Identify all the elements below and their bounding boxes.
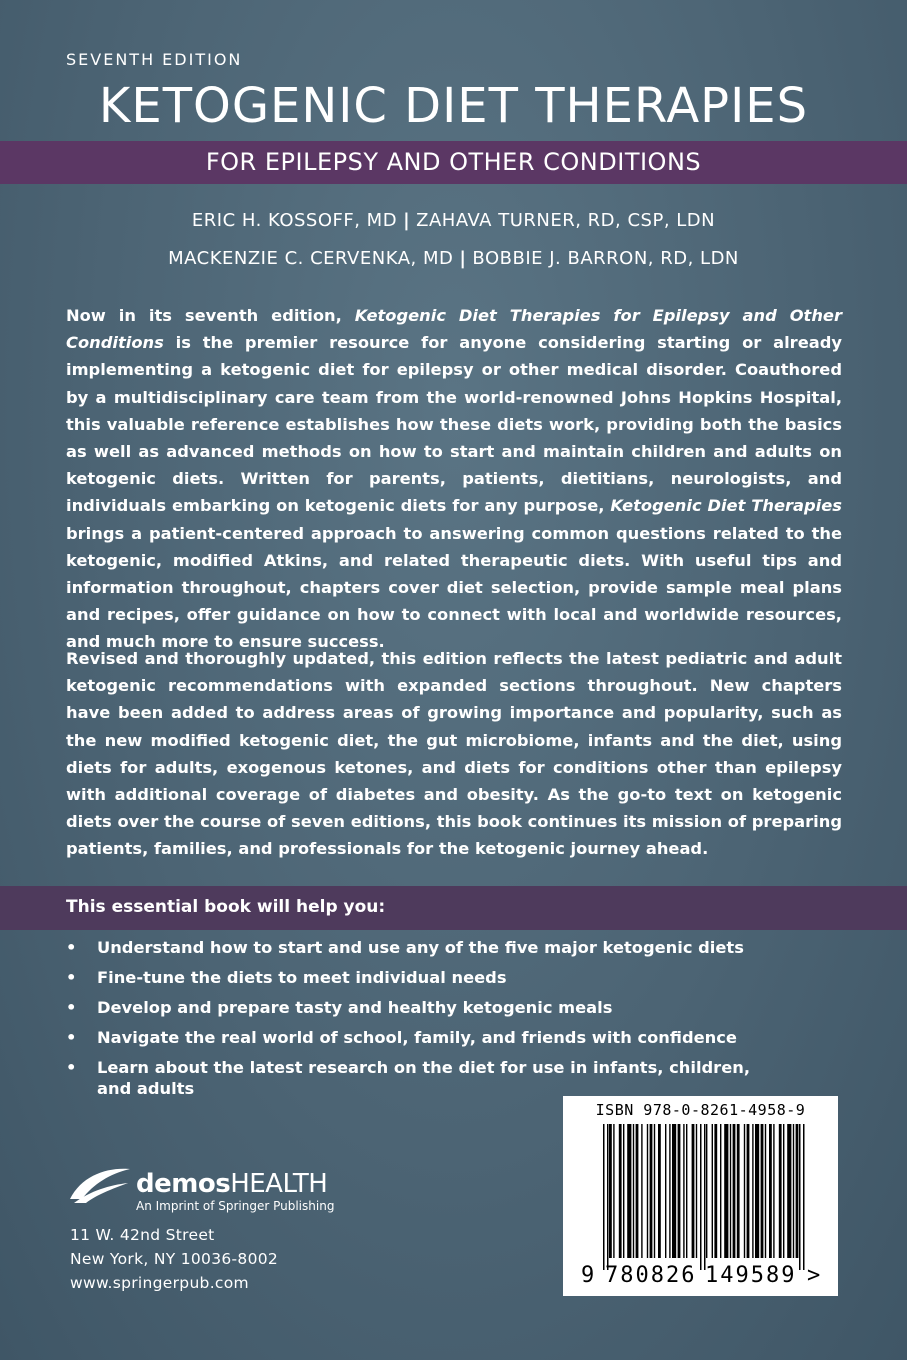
book-subtitle: FOR EPILEPSY AND OTHER CONDITIONS bbox=[205, 148, 702, 176]
barcode-guard-bar bbox=[704, 1124, 706, 1270]
barcode-bar bbox=[650, 1124, 653, 1258]
paragraph-text: is the premier resource for anyone considering starting or already implementing a ketogenic diet for epilepsy or other medical disorder. Coauthored by a multidisciplinary care team from the world-renowned Johns Hopkins Hospital, this valuable reference establishes how these diets work, providing both the basics as well as advanced methods on how to start and maintain children and adults on ketogenic diets. Written for parents, patients, dietitians, neurologists, and individuals embarking on ketogenic diets for any purpose, bbox=[66, 333, 842, 516]
barcode-bar bbox=[769, 1124, 772, 1258]
isbn-end-mark: > bbox=[807, 1263, 821, 1288]
barcode-bar bbox=[647, 1124, 648, 1258]
list-item-text: Fine-tune the diets to meet individual needs bbox=[97, 968, 507, 987]
authors-line-2 bbox=[0, 248, 907, 269]
author-separator: | bbox=[403, 210, 411, 231]
address-city: New York, NY 10036-8002 bbox=[70, 1250, 279, 1268]
barcode-bar bbox=[636, 1124, 639, 1258]
barcode-bar bbox=[773, 1124, 774, 1258]
isbn-digit-group-1: 780826 bbox=[605, 1263, 697, 1288]
isbn-digit-group-2: 149589 bbox=[705, 1263, 797, 1288]
isbn-lead-digit: 9 bbox=[581, 1263, 595, 1288]
barcode-bar bbox=[665, 1124, 666, 1258]
description-paragraph-2: Revised and thoroughly updated, this edition reflects the latest pediatric and adult ketogenic recommendations with expanded sections throughout. New chapters have been added to address areas of growing importance and popularity, such as the new modified ketogenic diet, the gut microbiome, infants and the diet, using diets for adults, exogenous ketones, and diets for conditions other than epilepsy with additional coverage of diabetes and obesity. As the go-to text on ketogenic diets over the course of seven editions, this book continues its mission of preparing patients, families, and professionals for the ketogenic journey ahead. bbox=[66, 649, 842, 859]
barcode-bar bbox=[678, 1124, 681, 1258]
authors-line-1 bbox=[0, 210, 907, 231]
barcode-bar bbox=[627, 1124, 631, 1258]
author-name: ERIC H. KOSSOFF, MD bbox=[191, 210, 398, 231]
description-paragraph-1 bbox=[66, 302, 842, 656]
barcode-bar bbox=[633, 1124, 634, 1258]
book-title: KETOGENIC DIET THERAPIES bbox=[98, 78, 809, 134]
author-separator: | bbox=[459, 248, 467, 269]
publisher-website: www.springerpub.com bbox=[70, 1274, 249, 1292]
author-name: BOBBIE J. BARRON, RD, LDN bbox=[472, 248, 739, 269]
paragraph-text: Now in its seventh edition, bbox=[66, 306, 355, 325]
barcode-bar bbox=[724, 1124, 728, 1258]
bullet-icon: • bbox=[66, 1028, 77, 1047]
bullet-icon: • bbox=[66, 998, 77, 1017]
list-item bbox=[66, 1027, 756, 1048]
barcode-bar bbox=[747, 1124, 750, 1258]
bullet-icon: • bbox=[66, 938, 77, 957]
imprint-text: An Imprint of Springer Publishing bbox=[136, 1199, 335, 1213]
barcode-bar bbox=[706, 1124, 707, 1258]
barcode-guard-bar bbox=[803, 1124, 805, 1270]
leaf-swoosh-icon bbox=[68, 1165, 132, 1205]
barcode-guard-bar bbox=[700, 1124, 702, 1270]
brand-name bbox=[136, 1169, 327, 1199]
barcode-bar bbox=[752, 1124, 753, 1258]
barcode-bar bbox=[755, 1124, 759, 1258]
barcode-bar bbox=[712, 1124, 713, 1258]
barcode-bar bbox=[720, 1124, 721, 1258]
barcode-bar bbox=[683, 1124, 684, 1258]
barcode-bar bbox=[779, 1124, 782, 1258]
isbn-label: ISBN 978-0-8261-4958-9 bbox=[595, 1101, 806, 1119]
bullet-icon: • bbox=[66, 968, 77, 987]
italic-book-title: Ketogenic Diet Therapies bbox=[610, 496, 842, 516]
list-item-text: Develop and prepare tasty and healthy ketogenic meals bbox=[97, 998, 613, 1017]
barcode-bar bbox=[733, 1124, 736, 1258]
barcode-bar bbox=[619, 1124, 622, 1258]
barcode-bar bbox=[654, 1124, 655, 1258]
list-item bbox=[66, 937, 756, 958]
barcode-guard-bar bbox=[607, 1124, 609, 1270]
help-heading: This essential book will help you: bbox=[66, 897, 386, 917]
list-item bbox=[66, 1057, 756, 1099]
barcode-bar bbox=[613, 1124, 614, 1258]
isbn-barcode bbox=[563, 1096, 838, 1296]
paragraph-text: brings a patient-centered approach to answering common questions related to the ketogenic, modified Atkins, and related therapeutic diets. With useful tips and information throughout, chapters cover diet selection, provide sample meal plans and recipes, offer guidance on how to connect with local and worldwide resources, and much more to ensure success. bbox=[66, 523, 842, 652]
list-item bbox=[66, 997, 756, 1018]
barcode-bar bbox=[692, 1124, 695, 1258]
barcode-bar bbox=[623, 1124, 624, 1258]
list-item-text: Navigate the real world of school, family, and friends with confidence bbox=[97, 1028, 737, 1047]
barcode-bar bbox=[714, 1124, 717, 1258]
italic-book-title: Ketogenic Diet Therapies for Epilepsy and Other Conditions bbox=[66, 306, 842, 353]
barcode-bar bbox=[658, 1124, 661, 1258]
publisher-logo bbox=[68, 1165, 348, 1220]
barcode-bar bbox=[730, 1124, 731, 1258]
barcode-bar bbox=[609, 1124, 612, 1258]
brand-bold: demos bbox=[136, 1169, 231, 1199]
barcode-bar bbox=[783, 1124, 784, 1258]
barcode-bar bbox=[744, 1124, 745, 1258]
author-name: ZAHAVA TURNER, RD, CSP, LDN bbox=[416, 210, 716, 231]
barcode-bar bbox=[737, 1124, 740, 1258]
barcode-bar bbox=[765, 1124, 766, 1258]
edition-label: SEVENTH EDITION bbox=[66, 50, 243, 69]
barcode-bar bbox=[672, 1124, 676, 1258]
barcode-bar bbox=[696, 1124, 697, 1258]
address-street: 11 W. 42nd Street bbox=[70, 1226, 215, 1244]
barcode-bar bbox=[787, 1124, 791, 1258]
barcode-bar bbox=[793, 1124, 794, 1258]
benefits-list bbox=[66, 937, 756, 1108]
list-item-text: Understand how to start and use any of the five major ketogenic diets bbox=[97, 938, 744, 957]
barcode-guard-bar bbox=[603, 1124, 605, 1270]
brand-light: HEALTH bbox=[230, 1169, 328, 1199]
barcode-bar bbox=[669, 1124, 670, 1258]
list-item bbox=[66, 967, 756, 988]
bullet-icon: • bbox=[66, 1058, 77, 1077]
barcode-guard-bar bbox=[799, 1124, 801, 1270]
barcode-bar bbox=[796, 1124, 799, 1258]
list-item-text: Learn about the latest research on the diet for use in infants, children, and adults bbox=[97, 1058, 751, 1098]
author-name: MACKENZIE C. CERVENKA, MD bbox=[168, 248, 454, 269]
barcode-bar bbox=[761, 1124, 764, 1258]
barcode-bar bbox=[686, 1124, 687, 1258]
barcode-bar bbox=[641, 1124, 642, 1258]
